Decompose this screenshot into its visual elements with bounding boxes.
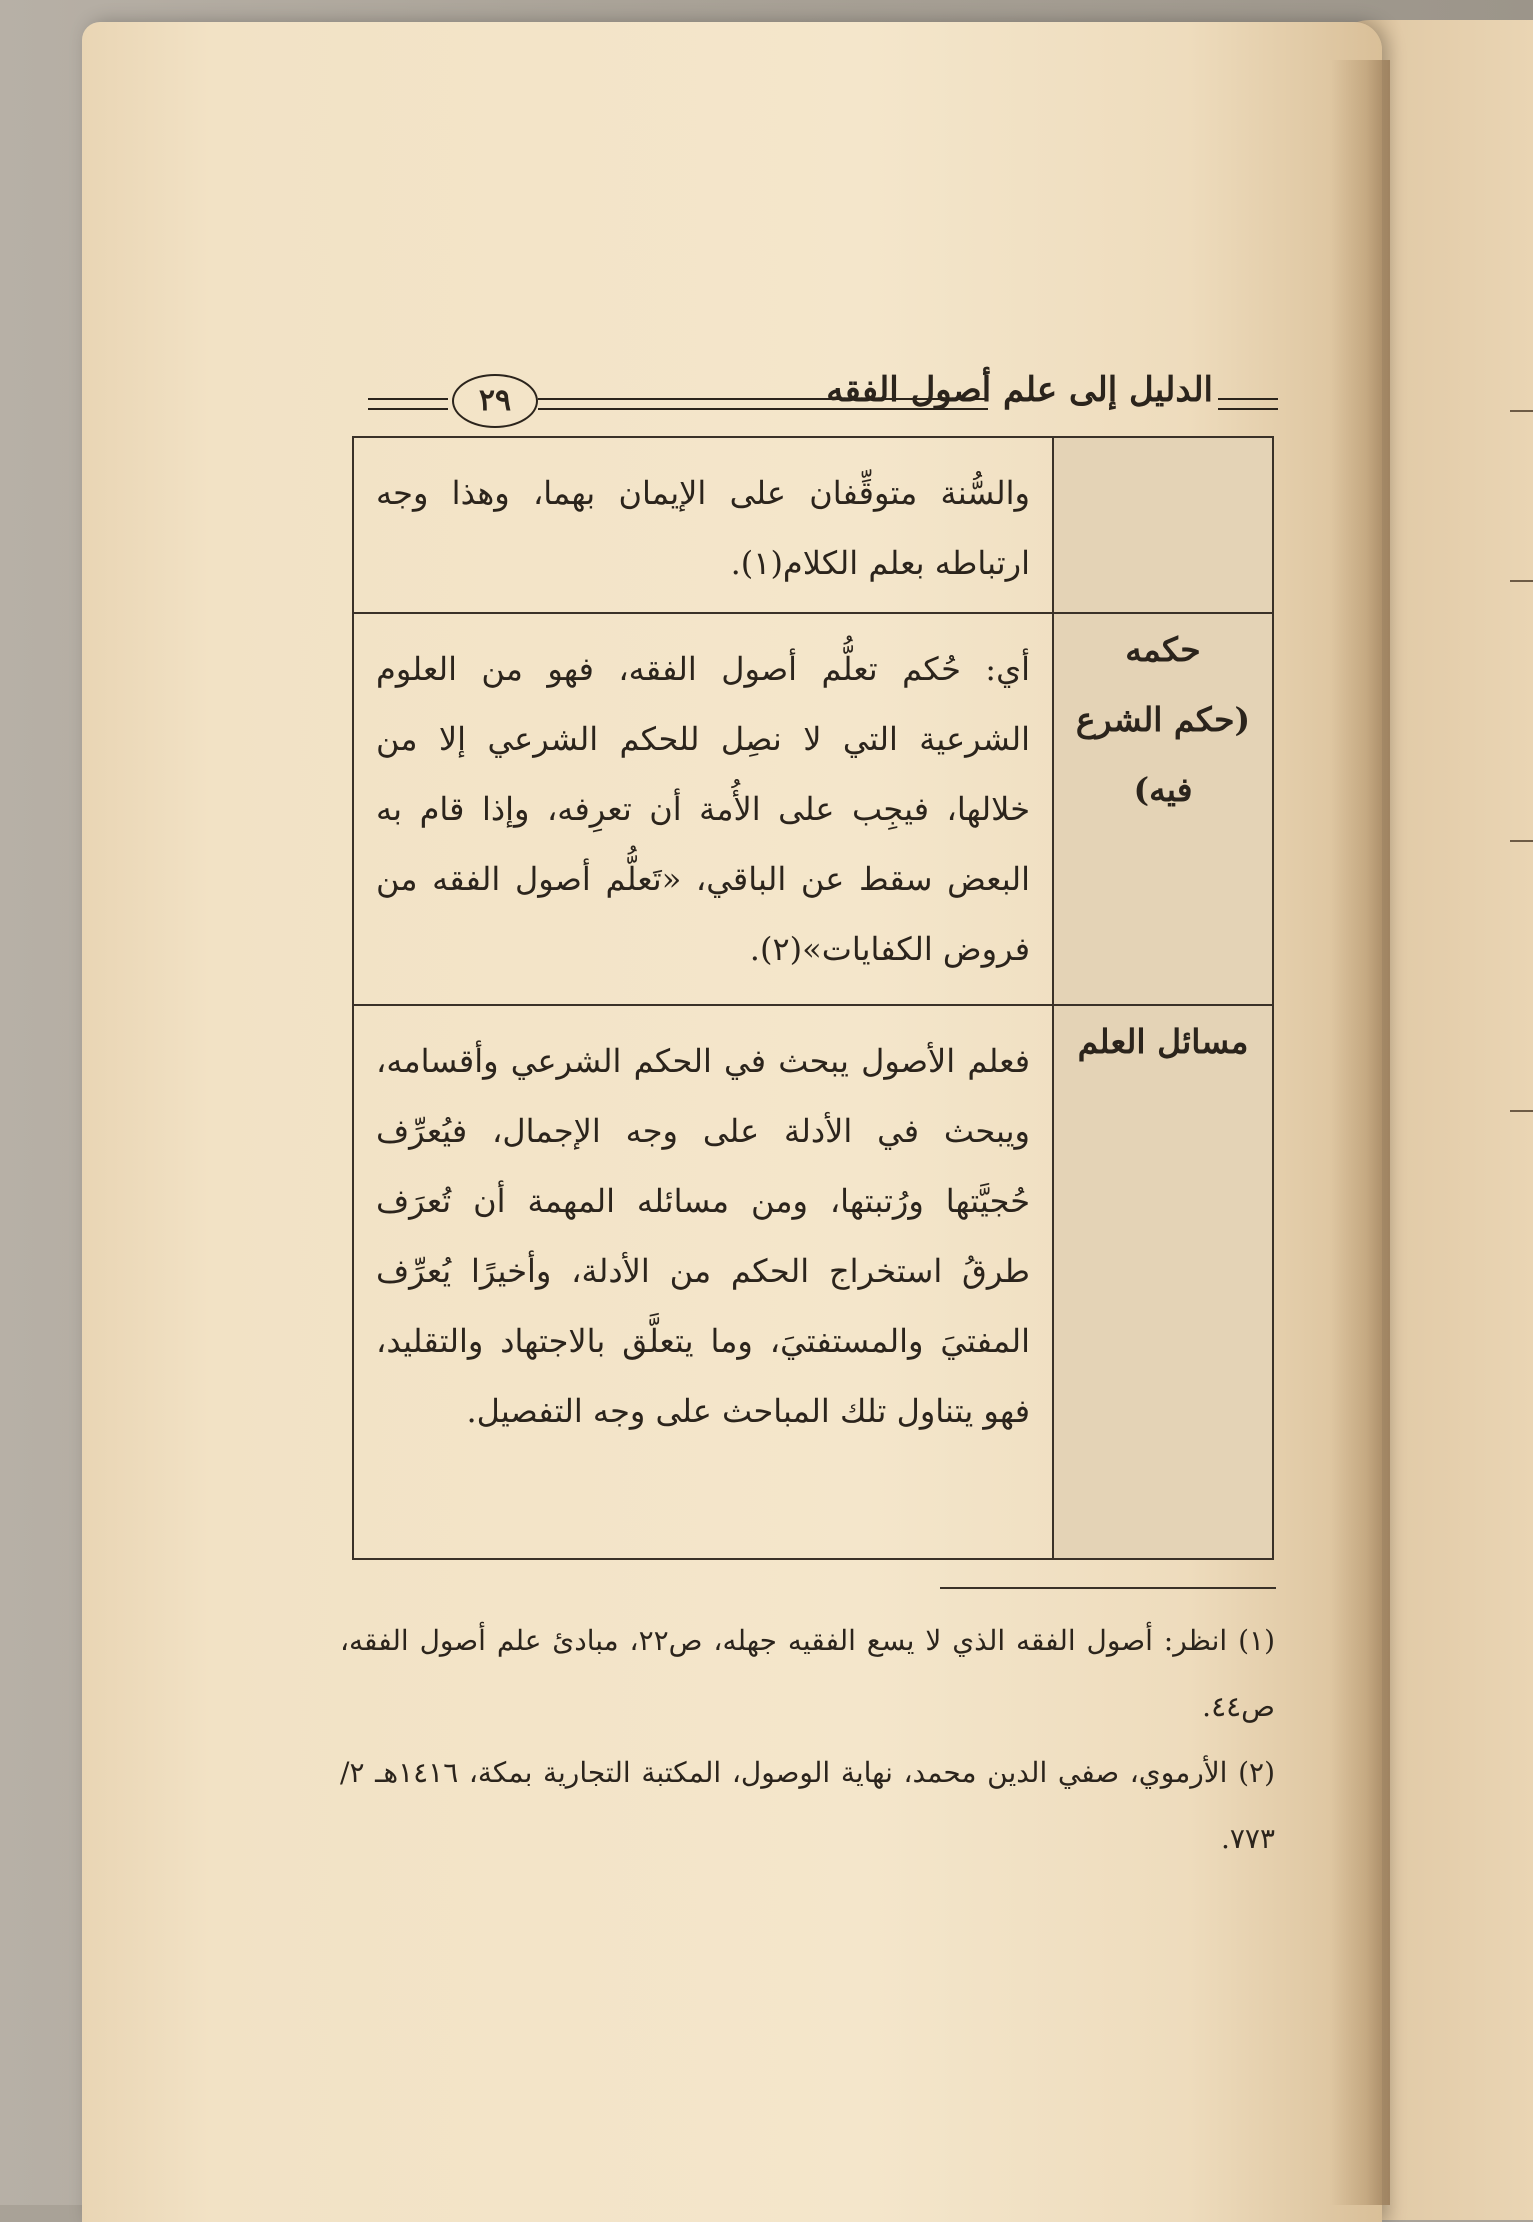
header-rule-left — [368, 398, 448, 410]
term-line: فيه) — [1133, 770, 1193, 809]
description-cell: والسُّنة متوقِّفان على الإيمان بهما، وهذا وجه ارتباطه بعلم الكلام(١). — [353, 437, 1053, 613]
description-cell: أي: حُكم تعلُّم أصول الفقه، فهو من العلوم الشرعية التي لا نصِل للحكم الشرعي إلا من خلالها، فيجِب على الأُمة أن تعرِفه، وإذا قام به البعض سقط عن الباقي، «تَعلُّم أصول الفقه من فروض الكفايات»(٢). — [353, 613, 1053, 1005]
term-line: حكمه — [1125, 630, 1201, 669]
footnote-1: (١) انظر: أصول الفقه الذي لا يسع الفقيه جهله، ص٢٢، مبادئ علم أصول الفقه، ص٤٤. — [340, 1624, 1275, 1723]
page-curl-shadow — [1330, 60, 1390, 2205]
book-title: الدليل إلى علم أصول الفقه — [826, 370, 1213, 410]
page-number: ٢٩ — [452, 374, 538, 428]
header-rule-right — [1218, 398, 1278, 410]
content-table — [352, 436, 1274, 1560]
table-row — [353, 437, 1273, 613]
running-header — [368, 368, 1278, 428]
footnote-separator — [940, 1587, 1276, 1589]
table-row — [353, 613, 1273, 1005]
term-line: مسائل العلم — [1077, 1022, 1249, 1061]
term-line: (حكم الشرع — [1075, 700, 1251, 739]
description-cell: فعلم الأصول يبحث في الحكم الشرعي وأقسامه، ويبحث في الأدلة على وجه الإجمال، فيُعرِّف حُجيَّتها ورُتبتها، ومن مسائله المهمة أن تُعرَف طرقُ استخراج الحكم من الأدلة، وأخيرًا يُعرِّف المفتيَ والمستفتيَ، وما يتعلَّق بالاجتهاد والتقليد، فهو يتناول تلك المباحث على وجه التفصيل. — [353, 1005, 1053, 1559]
term-cell — [1053, 1005, 1273, 1559]
footnote-2: (٢) الأرموي، صفي الدين محمد، نهاية الوصول، المكتبة التجارية بمكة، ١٤١٦هـ ٢/ ٧٧٣. — [340, 1756, 1275, 1855]
term-cell — [1053, 613, 1273, 1005]
table-row — [353, 1005, 1273, 1559]
term-cell — [1053, 437, 1273, 613]
header-rule-middle — [538, 398, 988, 410]
